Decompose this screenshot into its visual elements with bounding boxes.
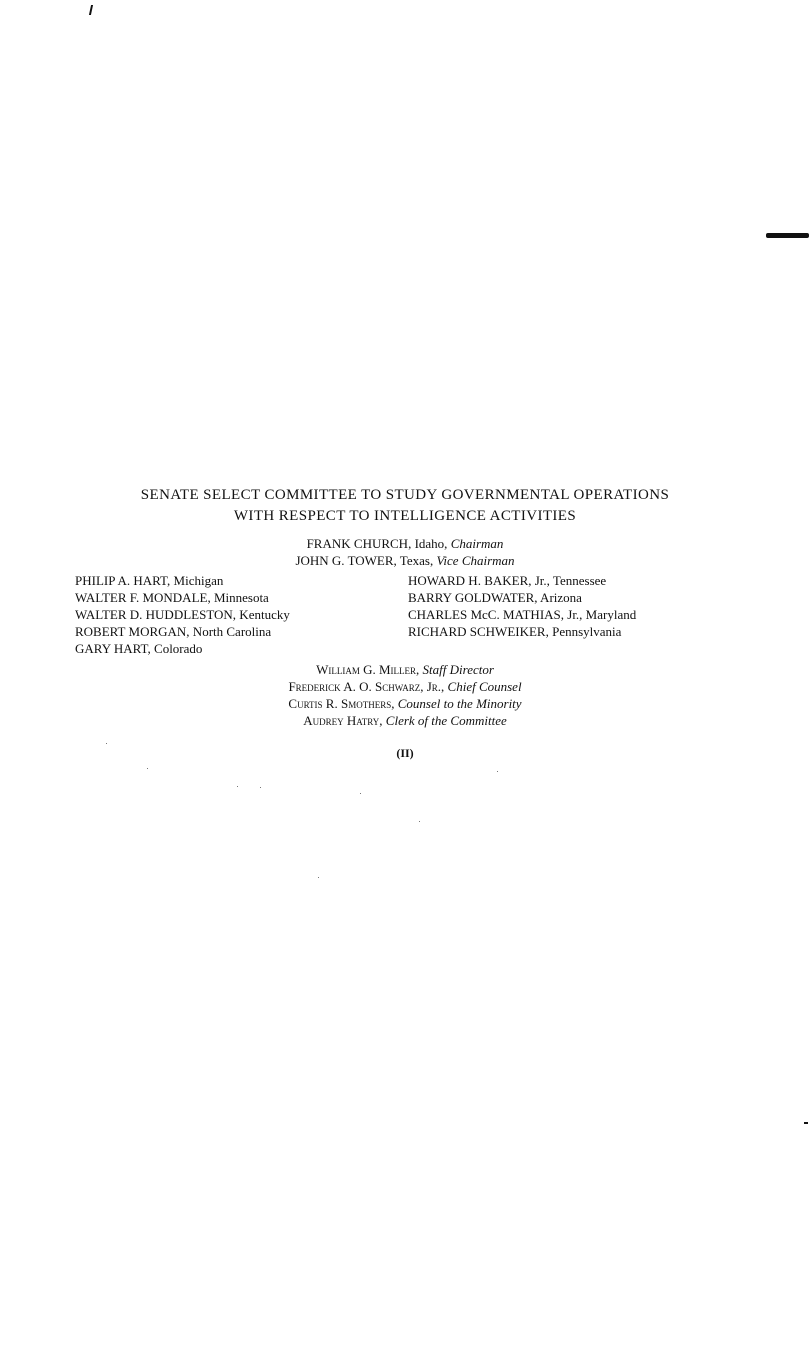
committee-title-line-1: SENATE SELECT COMMITTEE TO STUDY GOVERNMENTAL OPERATIONS: [140, 487, 670, 503]
vice-chair-line: [150, 552, 660, 569]
member-entry: WALTER D. HUDDLESTON, Kentucky: [75, 607, 290, 622]
members-right-column: [408, 572, 636, 640]
scan-speck: [419, 821, 420, 822]
vice-chair-role: Vice Chairman: [436, 553, 515, 568]
scan-mark: [804, 1122, 808, 1124]
staff-separator: ,: [441, 679, 448, 694]
staff-title: Staff Director: [422, 662, 494, 677]
staff-name: Audrey Hatry: [303, 713, 380, 728]
staff-line: [150, 695, 660, 712]
staff-separator: ,: [416, 662, 423, 677]
staff-title: Counsel to the Minority: [397, 696, 522, 711]
member-entry: ROBERT MORGAN, North Carolina: [75, 624, 272, 639]
scan-speck: [260, 787, 261, 788]
member-entry: GARY HART, Colorado: [75, 641, 203, 656]
scan-speck: [360, 793, 361, 794]
member-entry: PHILIP A. HART, Michigan: [75, 573, 224, 588]
member-entry: WALTER F. MONDALE, Minnesota: [75, 590, 269, 605]
scan-speck: [147, 768, 148, 769]
scan-mark: [89, 5, 93, 15]
chair-line: [150, 535, 660, 552]
scan-mark: [766, 233, 809, 238]
staff-separator: ,: [379, 713, 386, 728]
staff-block: [150, 661, 660, 729]
staff-name: William G. Miller: [316, 662, 417, 677]
chair-role: Chairman: [450, 536, 504, 551]
staff-separator: ,: [391, 696, 398, 711]
chair-name: FRANK CHURCH: [306, 536, 409, 551]
chairs-block: [150, 535, 660, 569]
scan-speck: [497, 771, 498, 772]
scan-speck: [318, 877, 319, 878]
staff-line: [150, 661, 660, 678]
member-entry: HOWARD H. BAKER, Jr., Tennessee: [408, 573, 607, 588]
members-left-column: [75, 572, 290, 657]
vice-chair-state: , Texas,: [393, 553, 437, 568]
committee-title-line-2: WITH RESPECT TO INTELLIGENCE ACTIVITIES: [233, 508, 577, 524]
staff-name: Curtis R. Smothers: [288, 696, 392, 711]
member-entry: RICHARD SCHWEIKER, Pennsylvania: [408, 624, 622, 639]
staff-line: [150, 712, 660, 729]
chair-state: , Idaho,: [408, 536, 451, 551]
scan-speck: [106, 743, 107, 744]
vice-chair-name: JOHN G. TOWER: [295, 553, 394, 568]
scan-speck: [237, 786, 238, 787]
staff-title: Chief Counsel: [447, 679, 522, 694]
staff-line: [150, 678, 660, 695]
member-entry: BARRY GOLDWATER, Arizona: [408, 590, 582, 605]
page-number: (II): [396, 746, 414, 760]
staff-name: Frederick A. O. Schwarz, Jr.: [288, 679, 442, 694]
committee-title: [60, 485, 750, 527]
member-entry: CHARLES McC. MATHIAS, Jr., Maryland: [408, 607, 637, 622]
staff-title: Clerk of the Committee: [385, 713, 507, 728]
